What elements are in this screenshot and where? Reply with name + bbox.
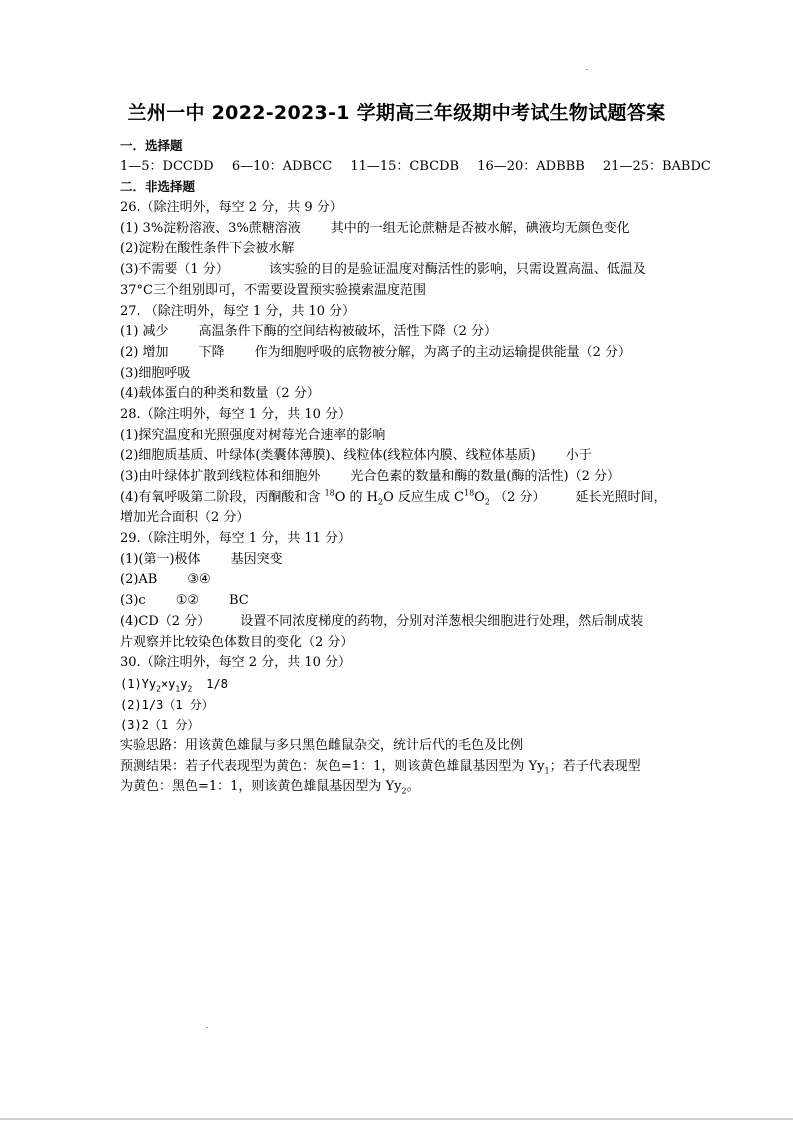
answer-line: (2)淀粉在酸性条件下会被水解 bbox=[120, 241, 295, 257]
answer-line: (3)由叶绿体扩散到线粒体和细胞外 光合色素的数量和酶的数量(酶的活性)（2 分） bbox=[120, 469, 620, 484]
page-title: 兰州一中 2022-2023-1 学期高三年级期中考试生物试题答案 bbox=[127, 102, 666, 124]
question-header: 27. （除注明外，每空 1 分，共 10 分） bbox=[120, 303, 356, 319]
answer-line: (3)2（1 分） bbox=[120, 718, 200, 733]
question-header: 29.（除注明外，每空 1 分，共 11 分） bbox=[120, 531, 352, 547]
scan-speck bbox=[586, 69, 588, 70]
answer-line: (1) 减少 高温条件下酶的空间结构被破坏，活性下降（2 分） bbox=[120, 324, 497, 340]
answer-line: (3)细胞呼吸 bbox=[120, 365, 191, 381]
answer-line: 增加光合面积（2 分） bbox=[120, 510, 250, 526]
answer-line: (4)CD（2 分） 设置不同浓度梯度的药物，分别对洋葱根尖细胞进行处理，然后制成装 bbox=[120, 613, 644, 629]
answer-content bbox=[120, 136, 711, 798]
answer-line: 片观察并比较染色体数目的变化（2 分） bbox=[120, 634, 354, 650]
answer-group: 1—5：DCCDD bbox=[120, 158, 214, 174]
answer-line: $(1)Yy_2\times y_1y_2$ 1/8 bbox=[120, 676, 228, 694]
answer-line: (4)有氧呼吸第二阶段，丙酮酸和含 $^{18}$O 的 $H_2O$ 反应生成 $C^{18}O_2$ （2 分） 延长光照时间， bbox=[120, 488, 667, 507]
question-header: 30.（除注明外，每空 2 分，共 10 分） bbox=[120, 655, 352, 671]
answer-line: (1)探究温度和光照强度对树莓光合速率的影响 bbox=[120, 427, 386, 443]
page-bottom-edge bbox=[0, 1118, 793, 1120]
answer-line: (4)载体蛋白的种类和数量（2 分） bbox=[120, 386, 320, 402]
answer-line: 实验思路：用该黄色雄鼠与多只黑色雌鼠杂交，统计后代的毛色及比例 bbox=[120, 737, 524, 753]
question-header: 28.（除注明外，每空 1 分，共 10 分） bbox=[120, 406, 352, 422]
answer-group: 21—25：BABDC bbox=[602, 158, 711, 174]
section-heading: 一．选择题 bbox=[120, 138, 183, 153]
scan-speck bbox=[206, 1027, 208, 1028]
section-heading: 二．非选择题 bbox=[120, 179, 196, 195]
answer-line: (1)(第一)极体 基因突变 bbox=[120, 551, 283, 567]
answer-line: 预测结果：若子代表现型为黄色：灰色=1：1，则该黄色雄鼠基因型为 $Yy_1$；若子代表现型 bbox=[120, 758, 641, 776]
answer-line: (2)AB ③④ bbox=[120, 572, 211, 588]
answer-line: 为黄色：黑色=1：1，则该黄色雄鼠基因型为 $Yy_2$。 bbox=[120, 779, 420, 796]
answer-group: 16—20：ADBBB bbox=[477, 158, 585, 174]
answer-line: (1) 3%淀粉溶液、3%蔗糖溶液 其中的一组无论蔗糖是否被水解，碘液均无颜色变化 bbox=[120, 220, 630, 236]
answer-group: 6—10：ADBCC bbox=[231, 158, 333, 174]
answer-line: (2)细胞质基质、叶绿体(类囊体薄膜)、线粒体(线粒体内膜、线粒体基质) 小于 bbox=[120, 448, 592, 464]
answer-group: 11—15：CBCDB bbox=[350, 158, 460, 174]
answer-line: (3)c ①② BC bbox=[120, 593, 249, 609]
choice-answers bbox=[120, 157, 711, 178]
answer-line: (2)1/3（1 分） bbox=[120, 697, 214, 712]
question-header: 26.（除注明外，每空 2 分，共 9 分） bbox=[120, 200, 343, 216]
answer-line: 37°C三个组别即可，不需要设置预实验摸索温度范围 bbox=[120, 282, 426, 298]
answer-line: (2) 增加 下降 作为细胞呼吸的底物被分解，为离子的主动运输提供能量（2 分） bbox=[120, 344, 631, 360]
answer-line: (3)不需要（1 分） 该实验的目的是验证温度对酶活性的影响，只需设置高温、低温及 bbox=[120, 262, 646, 278]
